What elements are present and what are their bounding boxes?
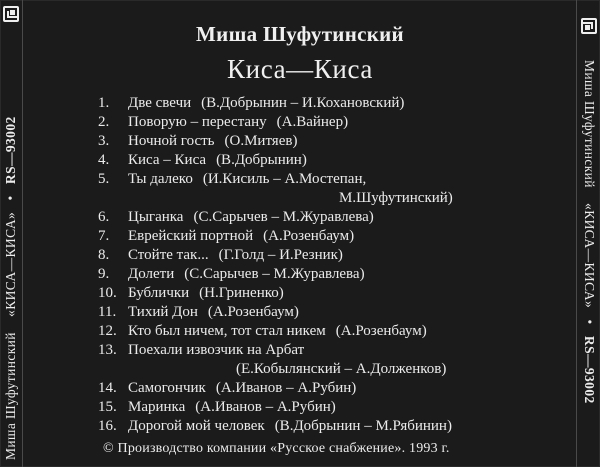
track-item <box>98 208 374 226</box>
track-credit: (С.Сарычев – М.Журавлева) <box>193 209 374 225</box>
track-title: Тихий Дон <box>128 304 198 320</box>
track-item <box>98 227 354 245</box>
track-credit: (А.Розенбаум) <box>263 228 355 244</box>
track-credit: (А.Иванов – А.Рубин) <box>215 380 357 396</box>
copyright-footer: © Производство компании «Русское снабжение». 1993 г. <box>103 441 450 456</box>
track-credit: (С.Сарычев – М.Журавлева) <box>184 266 365 282</box>
track-title: Кто был ничем, тот стал никем <box>128 323 326 339</box>
spine-catalog: RS—93002 <box>582 335 597 404</box>
track-item <box>98 379 356 397</box>
spine-bullet: • <box>3 195 18 201</box>
track-item <box>98 132 297 150</box>
track-credit: (О.Митяев) <box>224 133 298 149</box>
track-title: Ночной гость <box>128 133 215 149</box>
track-number: 12. <box>98 323 117 339</box>
track-credit: (А.Розенбаум) <box>207 304 299 320</box>
track-item <box>98 417 452 435</box>
track-item <box>98 322 427 340</box>
track-item <box>98 94 404 112</box>
track-number: 15. <box>98 399 117 415</box>
track-number: 1. <box>98 95 110 111</box>
label-logo-icon <box>3 6 19 22</box>
track-title: Поехали извозчик на Арбат <box>128 342 305 358</box>
track-number: 16. <box>98 418 117 434</box>
track-number: 9. <box>98 266 110 282</box>
track-item <box>98 303 299 321</box>
track-credit: (Г.Голд – И.Резник) <box>218 247 343 263</box>
track-number: 2. <box>98 114 110 130</box>
track-title: Стойте так... <box>128 247 209 263</box>
track-number: 4. <box>98 152 110 168</box>
left-spine-text <box>3 116 19 460</box>
track-number: 13. <box>98 342 117 358</box>
track-credit: (А.Иванов – А.Рубин) <box>195 399 336 415</box>
track-item <box>98 398 336 416</box>
track-credit: (В.Добрынин – М.Рябинин) <box>274 418 452 434</box>
track-title: Самогончик <box>128 380 206 396</box>
track-number: 5. <box>98 171 110 187</box>
track-number: 3. <box>98 133 110 149</box>
track-title: Маринка <box>128 399 186 415</box>
track-item <box>98 265 365 283</box>
track-item <box>98 246 343 264</box>
track-title: Дорогой мой человек <box>128 418 265 434</box>
spine-album: «КИСА—КИСА» <box>3 211 18 317</box>
track-title: Бублички <box>128 285 190 301</box>
artist-name: Миша Шуфутинский <box>196 22 404 46</box>
track-credit: (А.Розенбаум) <box>335 323 427 339</box>
track-item <box>98 284 284 302</box>
track-title: Поворую – перестану <box>128 114 267 130</box>
track-credit: (Н.Гриненко) <box>199 285 284 301</box>
right-spine-text <box>581 60 597 404</box>
track-number: 14. <box>98 380 117 396</box>
spine-bullet: • <box>582 319 597 325</box>
track-item <box>98 151 307 169</box>
track-credit: (В.Добрынин) <box>216 152 307 168</box>
track-item <box>98 170 366 188</box>
track-number: 6. <box>98 209 110 225</box>
track-number: 11. <box>98 304 117 320</box>
track-number: 8. <box>98 247 110 263</box>
track-title: Долети <box>128 266 175 282</box>
spine-artist: Миша Шуфутинский <box>3 332 18 460</box>
track-title: Две свечи <box>128 95 192 111</box>
track-number: 7. <box>98 228 110 244</box>
track-credit-continued: (Е.Кобылянский – А.Долженков) <box>236 361 447 377</box>
spine-album: «КИСА—КИСА» <box>582 203 597 309</box>
track-title: Цыганка <box>128 209 184 225</box>
track-credit: (А.Вайнер) <box>276 114 349 130</box>
track-item <box>98 341 314 359</box>
track-credit: (В.Добрынин – И.Кохановский) <box>201 95 405 111</box>
track-item <box>98 113 348 131</box>
track-credit-continued: М.Шуфутинский) <box>339 190 453 206</box>
track-credit: (И.Кисиль – А.Мостепан, <box>202 171 367 187</box>
track-title: Еврейский портной <box>128 228 254 244</box>
spine-catalog: RS—93002 <box>3 116 18 185</box>
spine-artist: Миша Шуфутинский <box>582 60 597 188</box>
album-title: Киса—Киса <box>227 54 373 84</box>
track-title: Ты далеко <box>128 171 193 187</box>
track-title: Киса – Киса <box>128 152 207 168</box>
track-number: 10. <box>98 285 117 301</box>
